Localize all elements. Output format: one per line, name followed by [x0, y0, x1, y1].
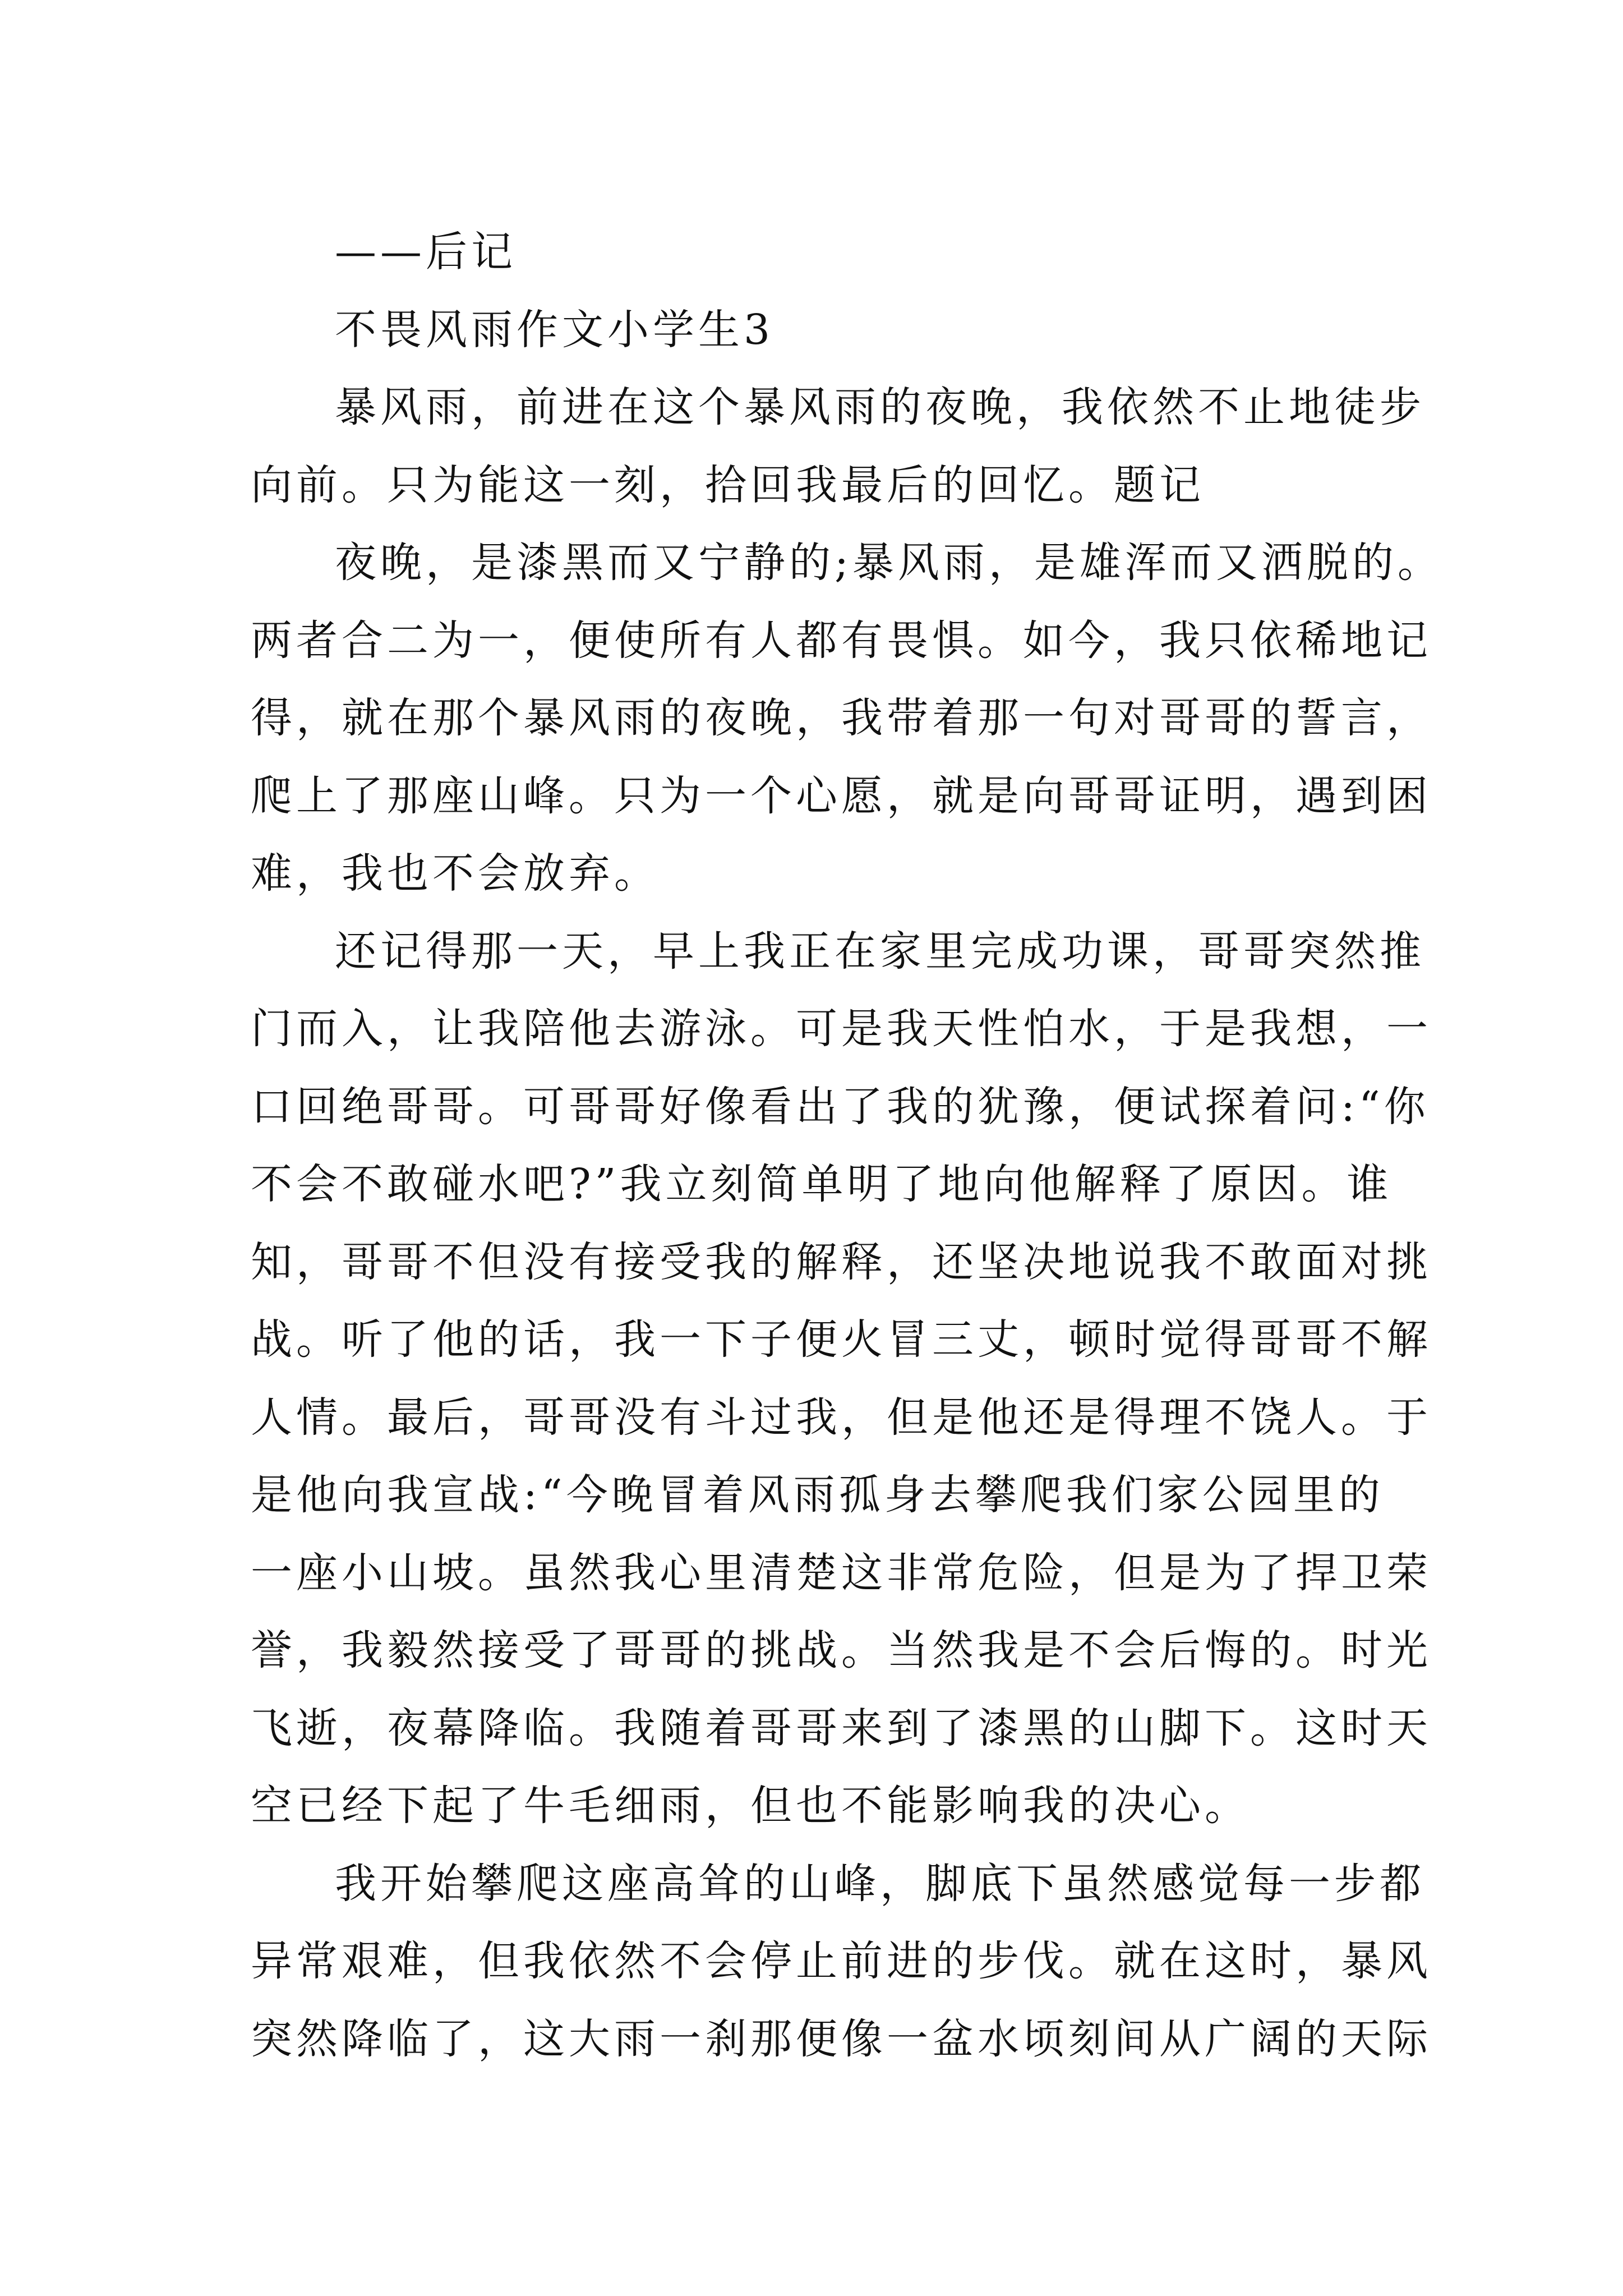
- paragraph-line: 不会不敢碰水吧?”我立刻简单明了地向他解释了原因。谁: [251, 1160, 1393, 1208]
- paragraph-line: 夜晚，是漆黑而又宁静的;暴风雨，是雄浑而又洒脱的。: [335, 539, 1443, 587]
- document-body: [251, 213, 1443, 2078]
- paragraph-line: 异常艰难，但我依然不会停止前进的步伐。就在这时，暴风: [251, 1937, 1432, 1985]
- paragraph-line: 知，哥哥不但没有接受我的解释，还坚决地说我不敢面对挑: [251, 1237, 1432, 1286]
- paragraph-line: 两者合二为一，便使所有人都有畏惧。如今，我只依稀地记: [251, 616, 1432, 665]
- paragraph-line: 暴风雨，前进在这个暴风雨的夜晚，我依然不止地徒步: [335, 383, 1425, 431]
- paragraph-line: 爬上了那座山峰。只为一个心愿，就是向哥哥证明，遇到困: [251, 771, 1432, 820]
- paragraph-line: 人情。最后，哥哥没有斗过我，但是他还是得理不饶人。于: [251, 1393, 1432, 1442]
- essay-title: 不畏风雨作文小学生3: [335, 305, 774, 354]
- paragraph-line: 门而入，让我陪他去游泳。可是我天性怕水，于是我想，一: [251, 1005, 1432, 1053]
- paragraph-line: 突然降临了，这大雨一刹那便像一盆水顷刻间从广阔的天际: [251, 2014, 1432, 2063]
- paragraph-line: 一座小山坡。虽然我心里清楚这非常危险，但是为了捍卫荣: [251, 1548, 1432, 1597]
- paragraph-line: 得，就在那个暴风雨的夜晚，我带着那一句对哥哥的誓言，: [251, 694, 1432, 742]
- paragraph-line: 空已经下起了牛毛细雨，但也不能影响我的决心。: [251, 1782, 1250, 1830]
- afterword-signature: ——后记: [335, 228, 517, 276]
- paragraph-line: 我开始攀爬这座高耸的山峰，脚底下虽然感觉每一步都: [335, 1859, 1425, 1908]
- paragraph-line: 战。听了他的话，我一下子便火冒三丈，顿时觉得哥哥不解: [251, 1315, 1432, 1364]
- paragraph-line: 是他向我宣战:“今晚冒着风雨孤身去攀爬我们家公园里的: [251, 1471, 1384, 1519]
- paragraph-line: 口回绝哥哥。可哥哥好像看出了我的犹豫，便试探着问:“你: [251, 1082, 1430, 1131]
- paragraph-line: 向前。只为能这一刻，拾回我最后的回忆。题记: [251, 461, 1205, 509]
- paragraph-line: 难，我也不会放弃。: [251, 849, 660, 898]
- paragraph-line: 还记得那一天，早上我正在家里完成功课，哥哥突然推: [335, 927, 1425, 976]
- paragraph-line: 誉，我毅然接受了哥哥的挑战。当然我是不会后悔的。时光: [251, 1626, 1432, 1674]
- paragraph-line: 飞逝，夜幕降临。我随着哥哥来到了漆黑的山脚下。这时天: [251, 1704, 1432, 1752]
